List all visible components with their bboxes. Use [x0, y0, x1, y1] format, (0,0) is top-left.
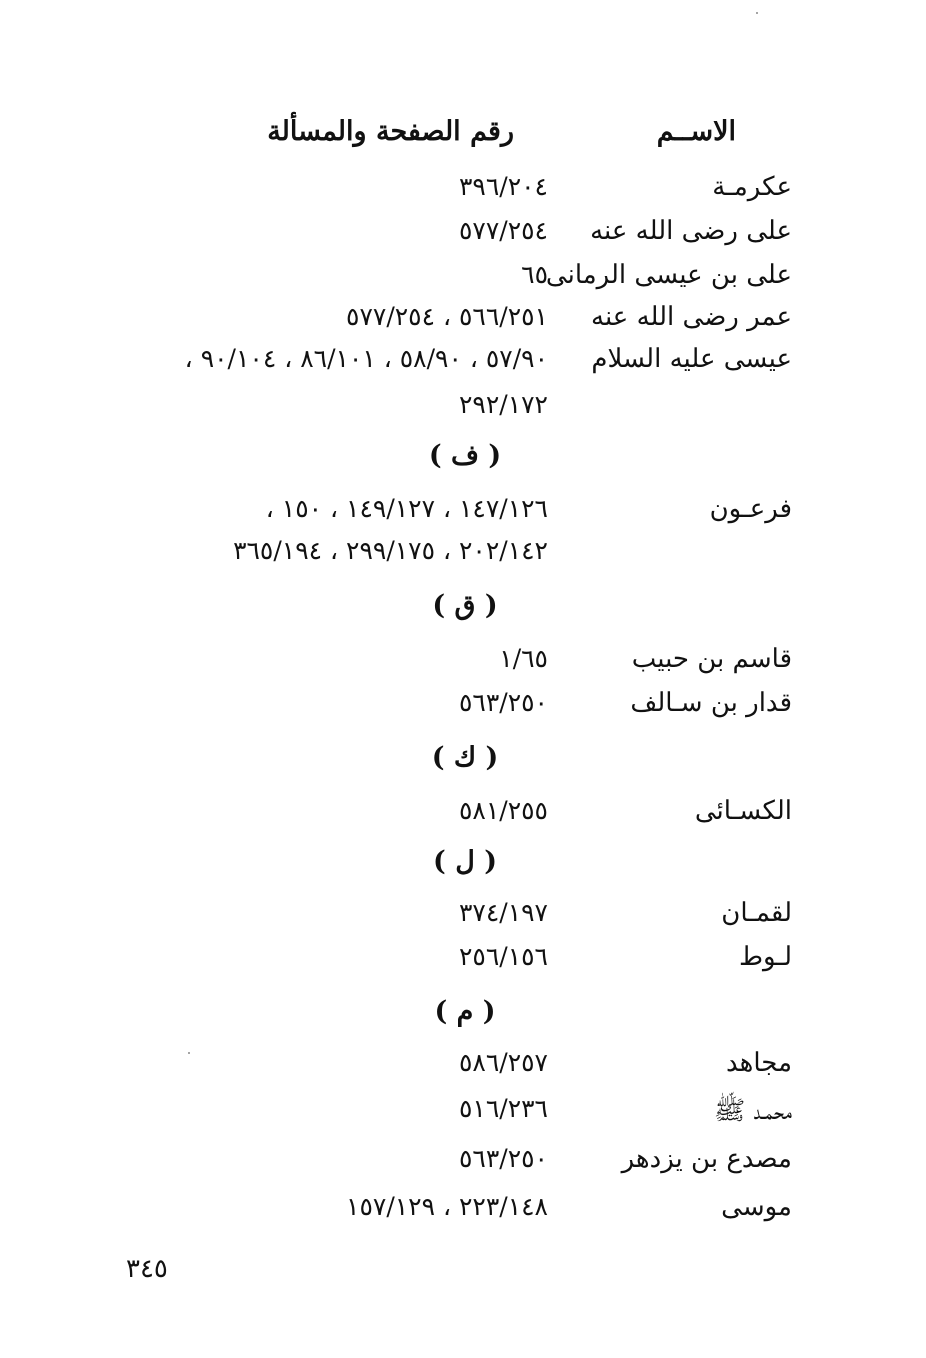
- entry-refs: ٥٦٦/٢٥١ ، ٥٧٧/٢٥٤: [346, 302, 548, 331]
- index-entry: [0, 1192, 926, 1236]
- entry-refs: ٣٧٤/١٩٧: [459, 898, 548, 927]
- index-entry: [0, 1048, 926, 1092]
- entry-refs: ٥٦٣/٢٥٠: [459, 1144, 548, 1173]
- section-heading-kaf: ( ك ): [431, 742, 499, 773]
- entry-refs: ٢٢٣/١٤٨ ، ١٥٧/١٢٩: [346, 1192, 548, 1221]
- entry-name: محمـد ﷺ: [713, 1096, 792, 1126]
- entry-name: قدار بن سـالف: [630, 688, 792, 718]
- entry-refs: ١٤٧/١٢٦ ، ١٤٩/١٢٧ ، ١٥٠ ،: [265, 494, 548, 523]
- entry-name: على بن عيسى الرمانى: [545, 260, 792, 290]
- entry-name: على رضى الله عنه: [590, 216, 792, 246]
- entry-refs: ٦٥: [521, 260, 548, 289]
- entry-refs: ٥٨١/٢٥٥: [459, 796, 548, 825]
- section-heading-mim: ( م ): [434, 996, 496, 1027]
- entry-name: عيسى عليه السلام: [591, 344, 792, 374]
- entry-name: عمر رضى الله عنه: [591, 302, 792, 332]
- index-entry: [0, 260, 926, 304]
- entry-refs: ٥٨٦/٢٥٧: [459, 1048, 548, 1077]
- index-entry: [0, 494, 926, 538]
- entry-name: الكسـائى: [694, 796, 792, 826]
- entry-refs: ٥٧/٩٠ ، ٥٨/٩٠ ، ٨٦/١٠١ ، ٩٠/١٠٤ ،: [184, 344, 548, 373]
- entry-refs: ٥٧٧/٢٥٤: [459, 216, 548, 245]
- index-entry: [0, 644, 926, 688]
- entry-name: لـوط: [738, 942, 792, 972]
- column-header-name: الاســم: [656, 116, 736, 147]
- entry-name: موسى: [721, 1192, 792, 1222]
- scan-speck: [188, 1052, 190, 1054]
- entry-name: عكرمـة: [712, 172, 792, 202]
- entry-refs: ٢٠٢/١٤٢ ، ٢٩٩/١٧٥ ، ٣٦٥/١٩٤: [233, 536, 548, 565]
- entry-refs: ٥١٦/٢٣٦: [459, 1094, 548, 1123]
- index-entry: [0, 1094, 926, 1138]
- index-entry: [0, 942, 926, 986]
- index-entry: [0, 1144, 926, 1188]
- index-entry: [0, 898, 926, 942]
- index-entry: [0, 344, 926, 388]
- index-entry-continuation: [0, 536, 926, 580]
- scan-speck: [756, 12, 758, 14]
- entry-refs: ٢٥٦/١٥٦: [459, 942, 548, 971]
- entry-name: مجاهد: [726, 1048, 792, 1078]
- index-entry: [0, 216, 926, 260]
- entry-refs: ١/٦٥: [499, 644, 548, 673]
- index-entry-continuation: [0, 390, 926, 434]
- section-heading-lam: ( ل ): [433, 846, 497, 877]
- entry-name: قاسم بن حبيب: [631, 644, 792, 674]
- entry-name: مصدع بن يزدهر: [621, 1144, 792, 1174]
- column-header-reference: رقم الصفحة والمسألة: [267, 116, 514, 147]
- section-heading-qaf: ( ق ): [432, 590, 498, 621]
- entry-refs: ٣٩٦/٢٠٤: [459, 172, 548, 201]
- index-entry: [0, 302, 926, 346]
- entry-name: لقمـان: [721, 898, 792, 928]
- index-entry: [0, 688, 926, 732]
- page-number: ٣٤٥: [126, 1254, 168, 1284]
- section-heading-fa: ( ف ): [428, 440, 502, 471]
- entry-name: فرعـون: [709, 494, 792, 524]
- index-entry: [0, 172, 926, 216]
- entry-refs: ٢٩٢/١٧٢: [459, 390, 548, 419]
- index-entry: [0, 796, 926, 840]
- entry-refs: ٥٦٣/٢٥٠: [459, 688, 548, 717]
